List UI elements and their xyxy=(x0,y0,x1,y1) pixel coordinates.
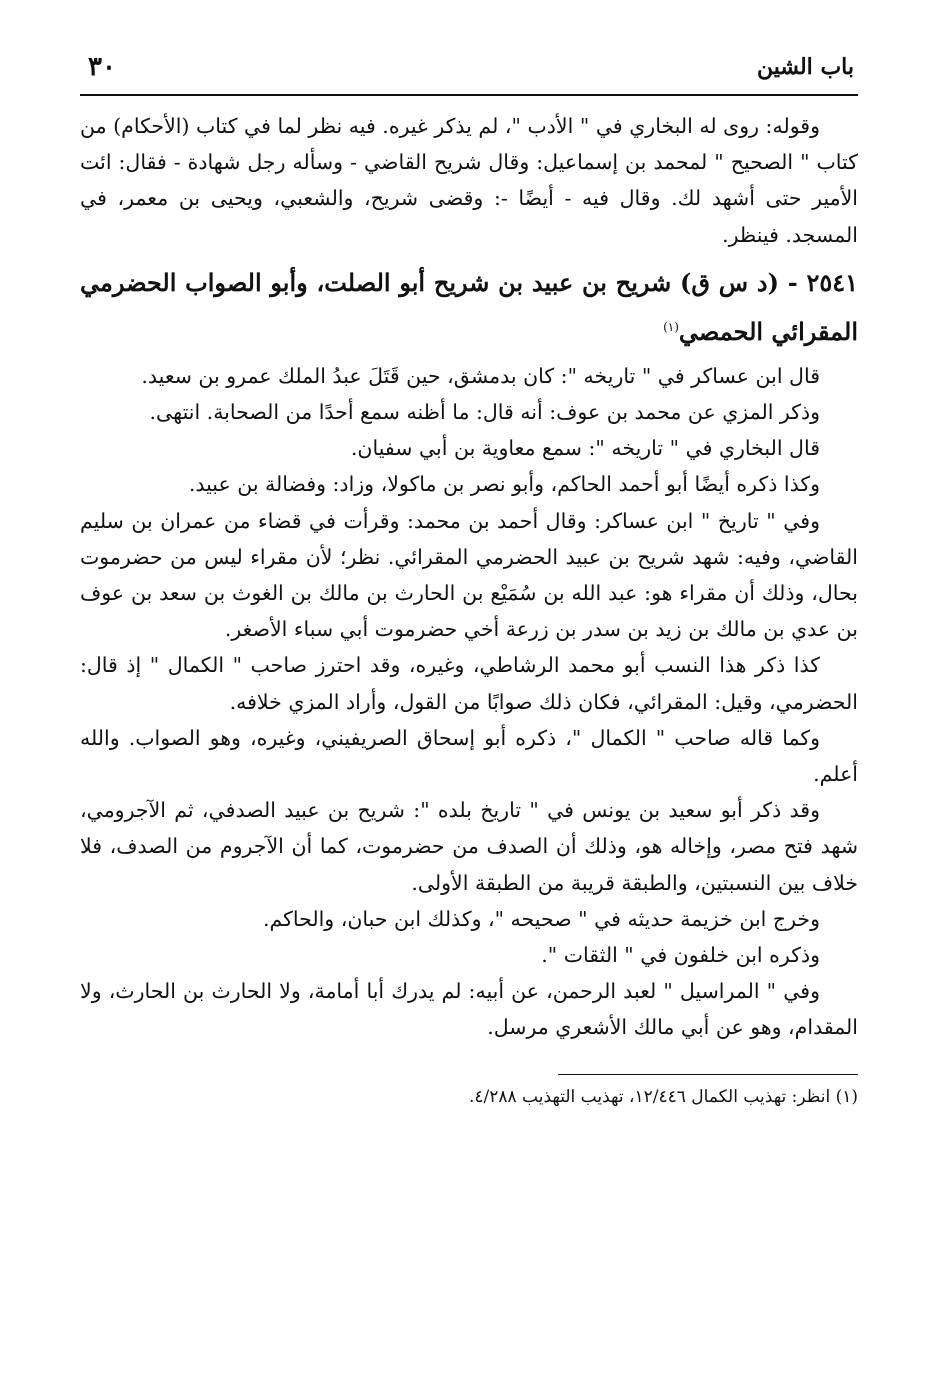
chapter-title: باب الشين xyxy=(756,54,854,80)
footnote-divider xyxy=(558,1074,858,1075)
book-page xyxy=(80,40,858,1340)
paragraph-7: كذا ذكر هذا النسب أبو محمد الرشاطي، وغيره، وقد احترز صاحب " الكمال " إذ قال: الحضرمي، وقيل: المقرائي، فكان ذلك صوابًا من القول، وأراد المزي خلافه. xyxy=(80,653,858,714)
entry-heading-text: ٢٥٤١ - (د س ق) شريح بن عبيد بن شريح أبو الصلت، وأبو الصواب الحضرمي المقرائي الحمصي xyxy=(80,267,858,346)
page-header xyxy=(80,40,858,96)
paragraph-4: قال البخاري في " تاريخه ": سمع معاوية بن أبي سفيان. xyxy=(350,436,820,461)
page-number: ٣٠ xyxy=(88,52,116,82)
paragraph-2: قال ابن عساكر في " تاريخه ": كان بدمشق، حين قَتَلَ عبدُ الملك عمرو بن سعيد. xyxy=(141,363,820,388)
footnote-marker: (١) xyxy=(663,319,679,334)
paragraph-9: وقد ذكر أبو سعيد بن يونس في " تاريخ بلده ": شريح بن عبيد الصدفي، ثم الآجرومي، شهد فتح مصر، وإخاله هو، وذلك أن الصدف من حضرموت، كما أن الآجروم من الصدف، فلا خلاف بين النسبتين، والطبقة قريبة من الطبقة الأولى. xyxy=(80,798,858,895)
paragraph-8: وكما قاله صاحب " الكمال "، ذكره أبو إسحاق الصريفيني، وغيره، وهو الصواب. والله أعلم. xyxy=(80,725,858,787)
paragraph-5: وكذا ذكره أيضًا أبو أحمد الحاكم، وأبو نصر بن ماكولا، وزاد: وفضالة بن عبيد. xyxy=(188,472,820,497)
paragraph-1: وقوله: روى له البخاري في " الأدب "، لم يذكر غيره. فيه نظر لما في كتاب (الأحكام) من كتاب " الصحيح " لمحمد بن إسماعيل: وقال شريح القاضي - وسأله رجل شهادة - فقال: ائت الأمير حتى أشهد لك. وقال فيه - أيضًا -: وقضى شريح، والشعبي، ويحيى بن معمر، في المسجد. فينظر. xyxy=(80,114,858,247)
footnote: (١) انظر: تهذيب الكمال ١٢/٤٤٦، تهذيب التهذيب ٤/٢٨٨. xyxy=(468,1086,858,1107)
paragraph-11: وذكره ابن خلفون في " الثقات ". xyxy=(541,943,820,968)
paragraph-3: وذكر المزي عن محمد بن عوف: أنه قال: ما أظنه سمع أحدًا من الصحابة. انتهى. xyxy=(149,400,820,425)
paragraph-12: وفي " المراسيل " لعبد الرحمن، عن أبيه: لم يدرك أبا أمامة، ولا الحارث بن الحارث، ولا المقدام، وهو عن أبي مالك الأشعري مرسل. xyxy=(80,979,858,1040)
paragraph-10: وخرج ابن خزيمة حديثه في " صحيحه "، وكذلك ابن حبان، والحاكم. xyxy=(262,906,820,931)
paragraph-6: وفي " تاريخ " ابن عساكر: وقال أحمد بن محمد: وقرأت في قضاء من عمران بن سليم القاضي، وفيه: شهد شريح بن عبيد الحضرمي المقرائي. نظر؛ لأن مقراء ليس من حضرموت بحال، وذلك أن مقراء هو: عبد الله بن سُمَيْع بن الحارث بن مالك بن الغوث بن سعد بن عوف بن عدي بن مالك بن زيد بن سدر بن زرعة أخي حضرموت أبي سباء الأصغر. xyxy=(80,508,858,642)
entry-heading xyxy=(80,261,858,354)
page-body xyxy=(80,108,858,1111)
